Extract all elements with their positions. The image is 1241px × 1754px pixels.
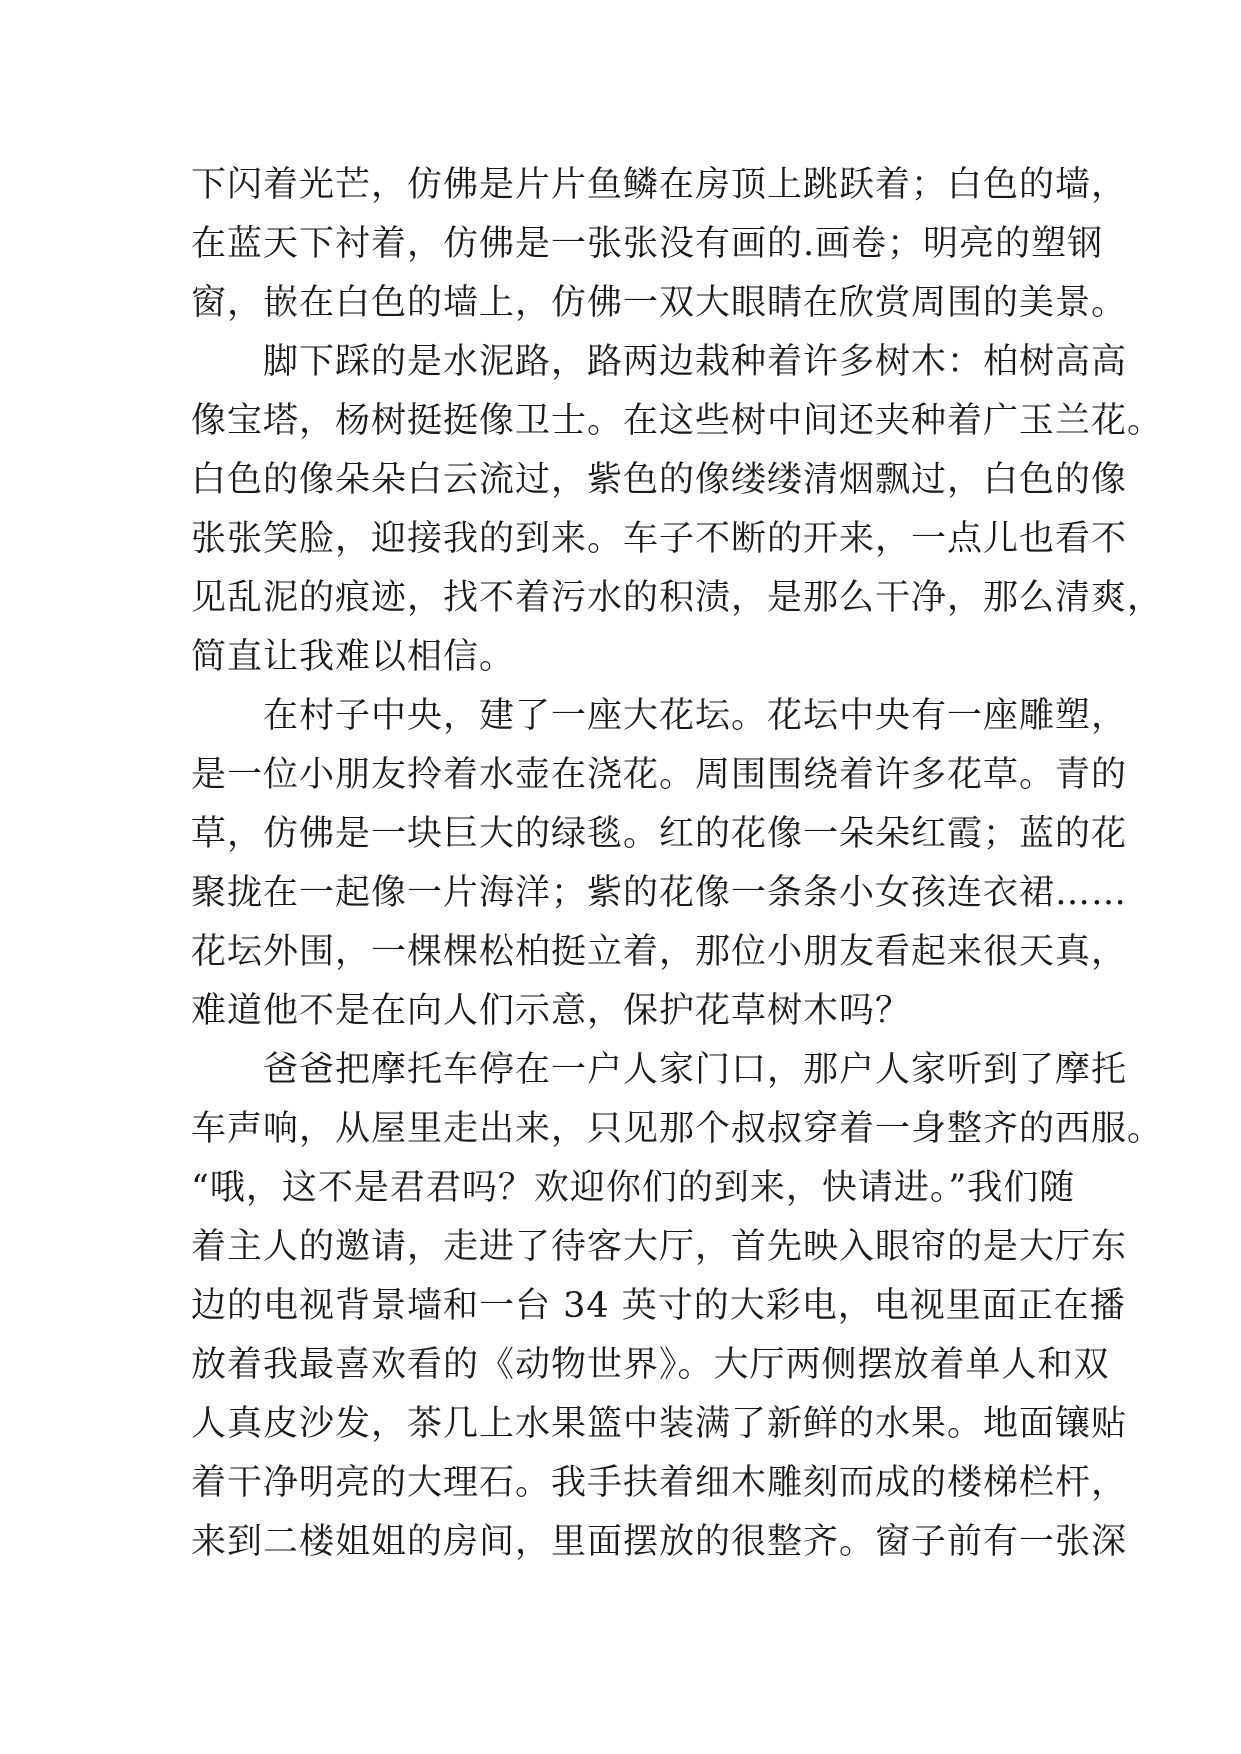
paragraph-end-line: 难道他不是在向人们示意，保护花草树木吗？ [191, 991, 912, 1031]
paragraph-end-line: 简直让我难以相信。 [191, 637, 516, 677]
text-line: 是一位小朋友拎着水壶在浇花。周围围绕着许多花草。青的 [191, 755, 1128, 795]
text-line: 人真皮沙发，茶几上水果篮中装满了新鲜的水果。地面镶贴 [191, 1404, 1128, 1444]
text-line: 像宝塔，杨树挺挺像卫士。在这些树中间还夹种着广玉兰花。 [191, 401, 1164, 441]
document-body [191, 156, 1164, 1572]
text-line: 张张笑脸，迎接我的到来。车子不断的开来，一点儿也看不 [191, 519, 1128, 559]
text-line: 花坛外围，一棵棵松柏挺立着，那位小朋友看起来很天真， [191, 932, 1128, 972]
text-line: 见乱泥的痕迹，找不着污水的积渍，是那么干净，那么清爽， [191, 578, 1164, 618]
text-line: 着干净明亮的大理石。我手扶着细木雕刻而成的楼梯栏杆， [191, 1463, 1128, 1503]
text-line: 在蓝天下衬着，仿佛是一张张没有画的.画卷；明亮的塑钢 [191, 224, 1104, 264]
paragraph-start-line: 脚下踩的是水泥路，路两边栽种着许多树木：柏树高高 [263, 342, 1128, 382]
paragraph-start-line: 爸爸把摩托车停在一户人家门口，那户人家听到了摩托 [263, 1050, 1128, 1090]
text-line: 放着我最喜欢看的《动物世界》。大厅两侧摆放着单人和双 [191, 1345, 1110, 1385]
text-line: 车声响，从屋里走出来，只见那个叔叔穿着一身整齐的西服。 [191, 1109, 1164, 1149]
text-line: 草，仿佛是一块巨大的绿毯。红的花像一朵朵红霞；蓝的花 [191, 814, 1128, 854]
text-line: 边的电视背景墙和一台 34 英寸的大彩电，电视里面正在播 [191, 1286, 1126, 1326]
text-line: 聚拢在一起像一片海洋；紫的花像一条条小女孩连衣裙…… [191, 873, 1128, 913]
text-line: “哦，这不是君君吗？欢迎你们的到来，快请进。”我们随 [191, 1168, 1076, 1208]
text-line: 着主人的邀请，走进了待客大厅，首先映入眼帘的是大厅东 [191, 1227, 1128, 1267]
paragraph-start-line: 在村子中央，建了一座大花坛。花坛中央有一座雕塑， [263, 696, 1128, 736]
text-line: 来到二楼姐姐的房间，里面摆放的很整齐。窗子前有一张深 [191, 1522, 1128, 1562]
text-line: 窗，嵌在白色的墙上，仿佛一双大眼睛在欣赏周围的美景。 [191, 283, 1128, 323]
text-line: 下闪着光芒，仿佛是片片鱼鳞在房顶上跳跃着；白色的墙， [191, 165, 1128, 205]
text-line: 白色的像朵朵白云流过，紫色的像缕缕清烟飘过，白色的像 [191, 460, 1128, 500]
